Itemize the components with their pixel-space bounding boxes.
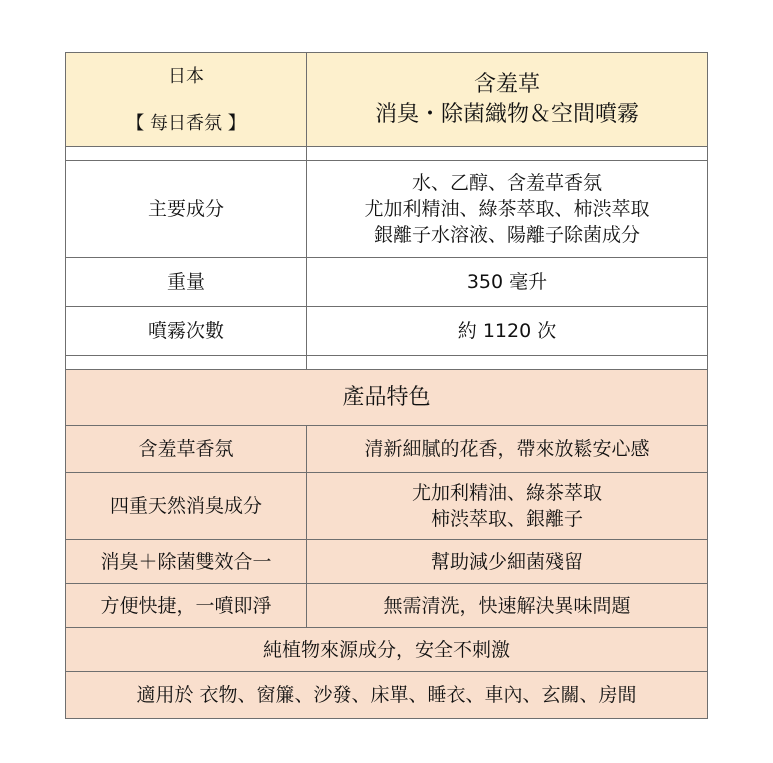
- header-row: [66, 53, 708, 147]
- ingredients-line: 尤加利精油、綠茶萃取、柿渋萃取: [364, 198, 650, 220]
- spacer-row: [66, 356, 708, 370]
- origin-cell: [66, 53, 307, 147]
- feature-row: [66, 426, 708, 473]
- spacer-row: [66, 147, 708, 161]
- features-title: 產品特色: [66, 370, 708, 426]
- usage-row: [66, 672, 708, 719]
- ingredients-row: [66, 161, 708, 258]
- plant-based-note: 純植物來源成分，安全不刺激: [66, 628, 708, 672]
- product-title-cell: [307, 53, 708, 147]
- feature-value: 清新細膩的花香，帶來放鬆安心感: [307, 426, 708, 473]
- feature-label: 方便快捷，一噴即淨: [66, 584, 307, 628]
- product-info-table: [65, 52, 708, 719]
- usage-note: 適用於 衣物、窗簾、沙發、床單、睡衣、車內、玄關、房間: [66, 672, 708, 719]
- weight-value: 350 毫升: [307, 258, 708, 307]
- feature-row: [66, 473, 708, 540]
- ingredients-line: 銀離子水溶液、陽離子除菌成分: [373, 224, 640, 246]
- weight-label: 重量: [66, 258, 307, 307]
- ingredients-value: [307, 161, 708, 258]
- ingredients-label: 主要成分: [66, 161, 307, 258]
- feature-value-line: 柿渋萃取、銀離子: [430, 508, 583, 530]
- feature-value: 幫助減少細菌殘留: [307, 540, 708, 584]
- product-info-sheet: [65, 52, 707, 716]
- weight-row: [66, 258, 708, 307]
- feature-label: 四重天然消臭成分: [66, 473, 307, 540]
- feature-value: 無需清洗，快速解決異味問題: [307, 584, 708, 628]
- product-description: 消臭・除菌織物＆空間噴霧: [374, 101, 639, 127]
- feature-row: [66, 584, 708, 628]
- feature-value-line: 尤加利精油、綠茶萃取: [411, 482, 602, 504]
- feature-label: 含羞草香氛: [66, 426, 307, 473]
- spray-count-value: 約 1120 次: [307, 307, 708, 356]
- product-name: 含羞草: [473, 71, 540, 97]
- plant-based-row: [66, 628, 708, 672]
- origin-country: 日本: [168, 65, 204, 87]
- brand-tag: 【 每日香氛 】: [126, 112, 246, 134]
- feature-row: [66, 540, 708, 584]
- ingredients-line: 水、乙醇、含羞草香氛: [411, 172, 602, 194]
- spray-count-row: [66, 307, 708, 356]
- spray-count-label: 噴霧次數: [66, 307, 307, 356]
- features-title-row: [66, 370, 708, 426]
- feature-value: [307, 473, 708, 540]
- feature-label: 消臭＋除菌雙效合一: [66, 540, 307, 584]
